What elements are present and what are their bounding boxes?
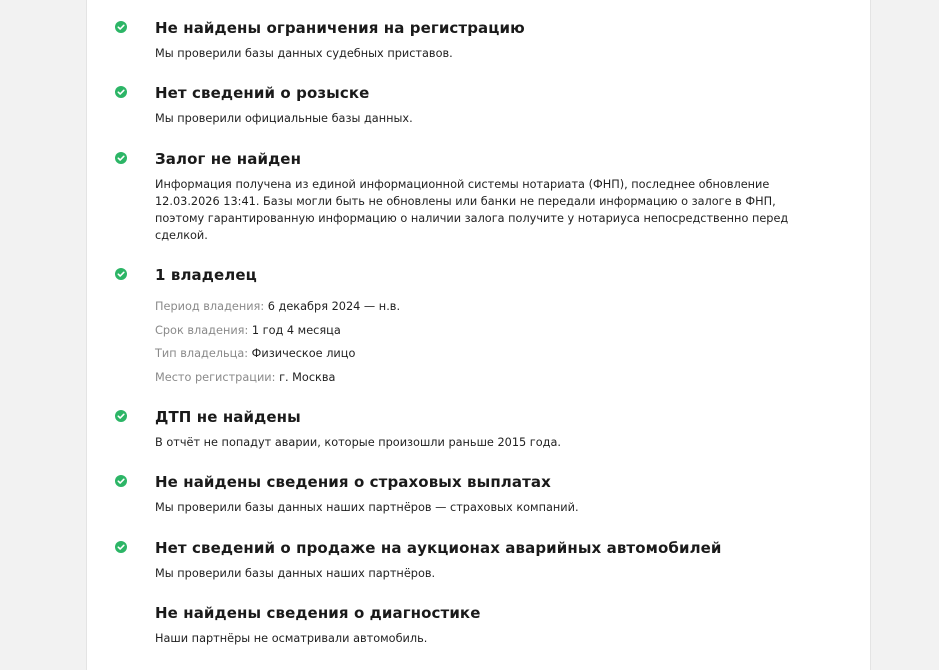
item-description: В отчёт не попадут аварии, которые произошли раньше 2015 года. bbox=[155, 436, 561, 449]
item-description: Мы проверили базы данных судебных приставов. bbox=[155, 47, 453, 60]
item-title: Не найдены ограничения на регистрацию bbox=[155, 19, 525, 37]
detail-value: 1 год 4 месяца bbox=[251, 323, 341, 337]
check-item-pledge bbox=[135, 150, 830, 244]
check-circle-icon bbox=[115, 268, 127, 280]
check-item-diagnostics bbox=[135, 604, 830, 647]
check-circle-icon bbox=[115, 152, 127, 164]
owner-type-row bbox=[155, 347, 830, 371]
report-panel bbox=[86, 0, 871, 670]
item-description: Наши партнёры не осматривали автомобиль. bbox=[155, 632, 428, 645]
item-description: Мы проверили базы данных наших партнёров. bbox=[155, 567, 436, 580]
detail-label: Место регистрации: bbox=[155, 370, 276, 384]
check-item-auctions bbox=[135, 539, 830, 582]
item-title: Нет сведений о продаже на аукционах аварийных автомобилей bbox=[155, 539, 722, 557]
item-title: Нет сведений о розыске bbox=[155, 84, 370, 102]
check-circle-icon bbox=[115, 21, 127, 33]
check-item-insurance-payouts bbox=[135, 473, 830, 516]
check-circle-icon bbox=[115, 475, 127, 487]
detail-value: Физическое лицо bbox=[251, 347, 356, 360]
detail-value: г. Москва bbox=[279, 370, 336, 384]
item-title: Не найдены сведения о диагностике bbox=[155, 604, 481, 622]
detail-label: Срок владения: bbox=[155, 323, 249, 337]
check-item-accidents bbox=[135, 408, 830, 451]
check-circle-icon bbox=[115, 86, 127, 98]
ownership-period-row bbox=[155, 300, 830, 324]
check-item-wanted bbox=[135, 84, 830, 127]
check-circle-icon bbox=[115, 541, 127, 553]
item-description: Информация получена из единой информационной системы нотариата (ФНП), последнее обновление 12.03.2026 13:41. Базы могли быть не обновлены или банки не передали информацию о залоге в ФНП, поэтому гарантированную информацию о наличии залога получите у нотариуса непосредственно перед сделкой. bbox=[155, 178, 789, 242]
detail-label: Период владения: bbox=[155, 300, 265, 313]
detail-label: Тип владельца: bbox=[155, 347, 249, 360]
check-circle-icon bbox=[115, 410, 127, 422]
detail-value: 6 декабря 2024 — н.в. bbox=[267, 300, 401, 313]
item-title: ДТП не найдены bbox=[155, 408, 301, 426]
item-description: Мы проверили официальные базы данных. bbox=[155, 112, 413, 125]
check-item-owners bbox=[135, 266, 830, 394]
registration-place-row bbox=[155, 371, 830, 395]
item-title: 1 владелец bbox=[155, 266, 257, 284]
item-description: Мы проверили базы данных наших партнёров — страховых компаний. bbox=[155, 501, 579, 514]
item-title: Залог не найден bbox=[155, 150, 302, 168]
item-title: Не найдены сведения о страховых выплатах bbox=[155, 473, 551, 491]
check-item-registration-restrictions bbox=[135, 19, 830, 62]
ownership-duration-row bbox=[155, 324, 830, 348]
